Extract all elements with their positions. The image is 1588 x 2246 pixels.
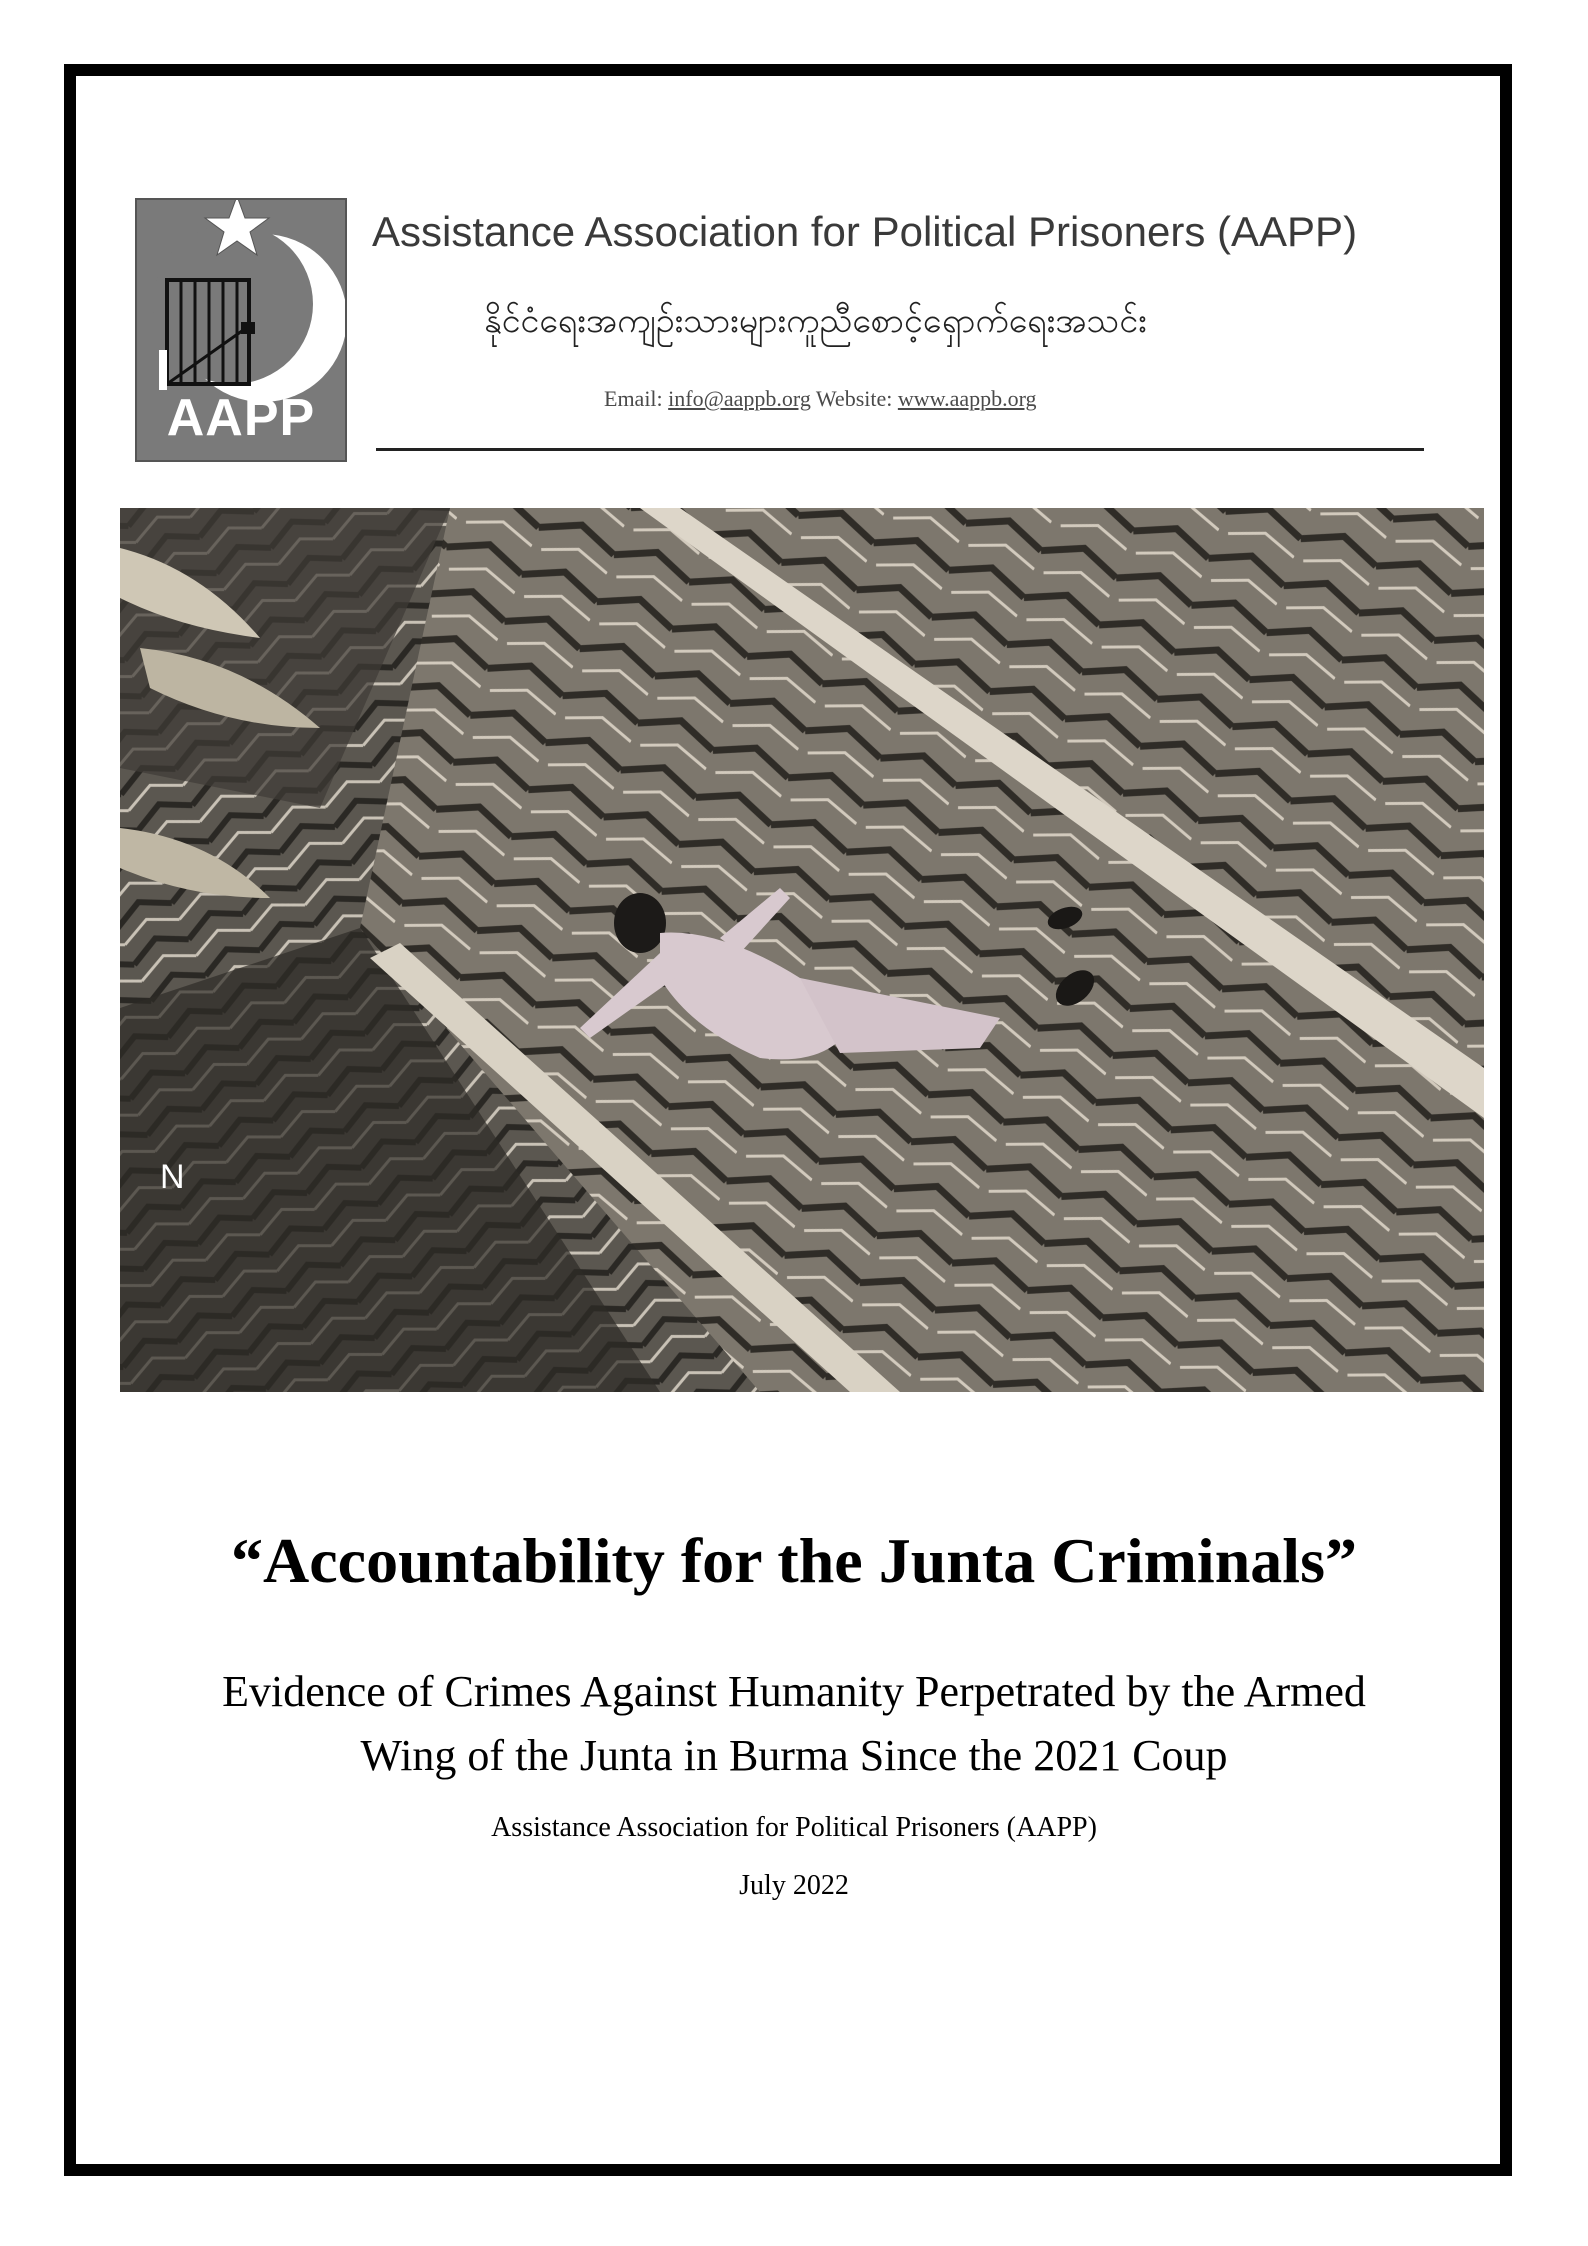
cover-photo-illustration [120, 508, 1484, 1392]
document-author: Assistance Association for Political Prisoners (AAPP) [491, 1812, 1097, 1843]
aapp-logo [135, 198, 347, 462]
org-name: Assistance Association for Political Prisoners (AAPP) [372, 208, 1358, 255]
header-divider [376, 448, 1424, 451]
email-label: Email: [604, 386, 663, 411]
website-label: Website: [815, 386, 893, 411]
contact-line [604, 386, 1304, 412]
website-link[interactable]: www.aappb.org [897, 386, 1037, 411]
org-name-burmese: နိုင်ငံရေးအကျဉ်းသားများကူညီစောင့်ရှောက်ရေးအသင်း [484, 301, 1147, 341]
photo-overlay-letter: N [160, 1158, 185, 1196]
subtitle-line-2: Wing of the Junta in Burma Since the 2021 Coup [360, 1731, 1228, 1780]
logo-text: AAPP [166, 389, 316, 447]
document-subtitle [100, 1660, 1488, 1788]
cover-photo [120, 508, 1484, 1392]
email-link[interactable]: info@aappb.org [668, 386, 811, 411]
subtitle-line-1: Evidence of Crimes Against Humanity Perpetrated by the Armed [222, 1667, 1366, 1716]
document-title: “Accountability for the Junta Criminals” [231, 1525, 1357, 1596]
document-date: July 2022 [739, 1870, 849, 1901]
